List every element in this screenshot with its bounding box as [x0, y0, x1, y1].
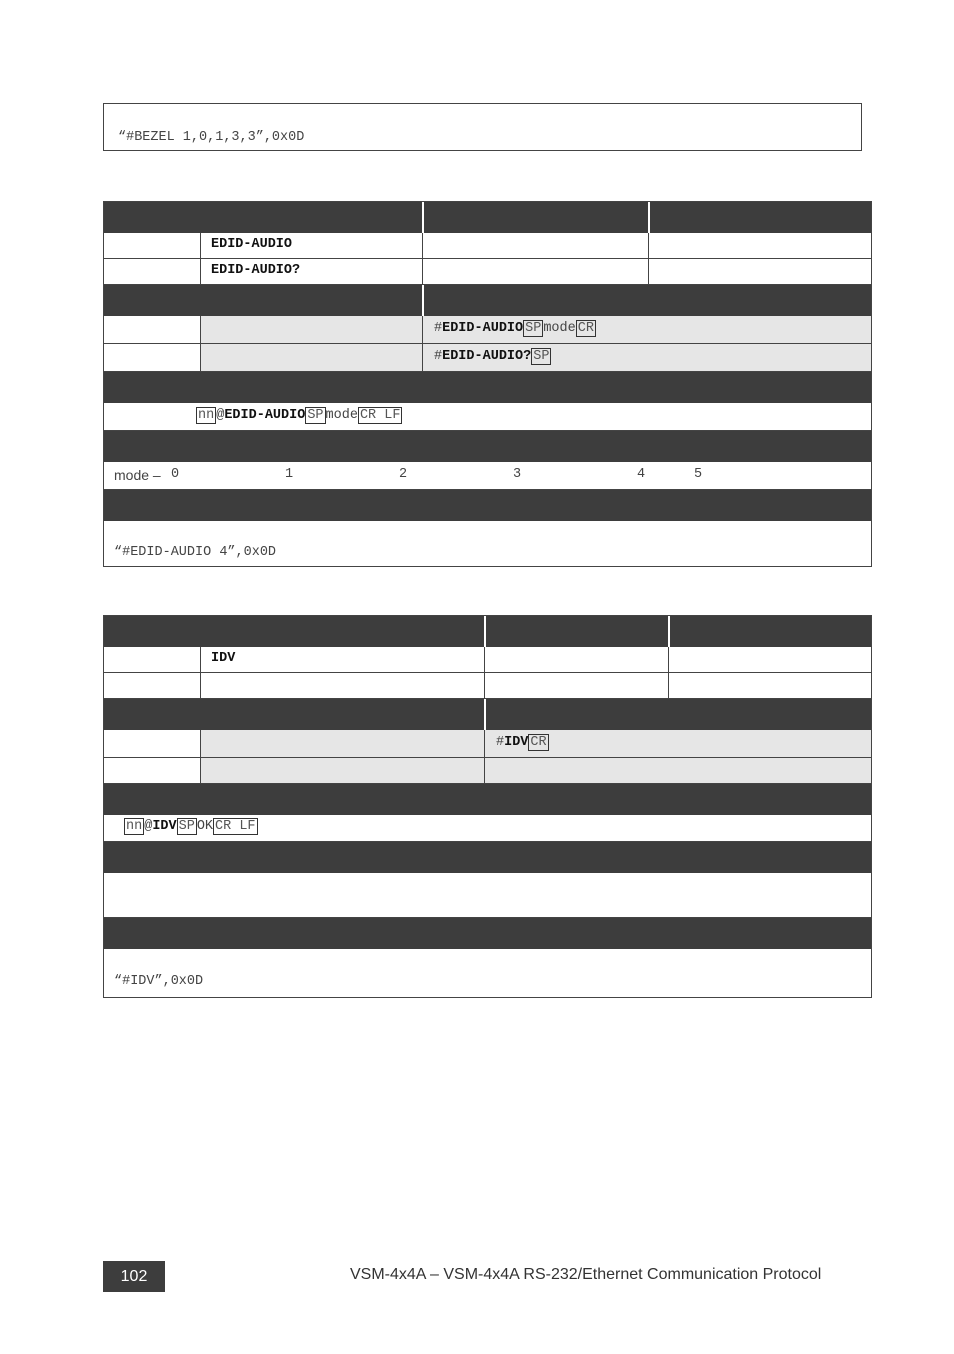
idv-response-row — [104, 815, 871, 842]
mode-value-4: 4 — [637, 467, 646, 482]
mode-value-2: 2 — [399, 467, 408, 482]
edid-audio-example-header — [104, 490, 871, 521]
edid-audio-params-row — [104, 462, 871, 490]
edid-audio-response-row — [104, 403, 871, 431]
edid-audio-get-row — [104, 259, 871, 285]
edid-audio-response-header — [104, 372, 871, 403]
edid-audio-response: nn @EDID-AUDIO SP mode CR LF — [198, 408, 401, 423]
footer-title: VSM-4x4A – VSM-4x4A RS-232/Ethernet Communication Protocol — [350, 1266, 822, 1283]
idv-response-header — [104, 784, 871, 815]
edid-audio-get-command: EDID-AUDIO? — [211, 263, 301, 278]
idv-params-row — [104, 873, 871, 918]
mode-value-0: 0 — [171, 467, 180, 482]
edid-audio-get-syntax: #EDID-AUDIO? SP — [434, 349, 550, 364]
idv-set-command: IDV — [211, 651, 236, 666]
edid-audio-get-syntax-row — [104, 344, 871, 372]
idv-table — [103, 615, 872, 998]
edid-audio-params-header — [104, 431, 871, 462]
mode-value-3: 3 — [513, 467, 522, 482]
edid-audio-set-row — [104, 233, 871, 259]
idv-example: “#IDV”,0x0D — [114, 974, 204, 989]
idv-example-row — [104, 949, 871, 997]
bezel-example-text: “#BEZEL 1,0,1,3,3”,0x0D — [118, 130, 305, 145]
idv-example-header — [104, 918, 871, 949]
idv-get-row — [104, 673, 871, 699]
mode-value-5: 5 — [694, 467, 703, 482]
idv-syntax-header — [104, 699, 871, 730]
edid-audio-set-syntax-row — [104, 316, 871, 344]
mode-value-1: 1 — [285, 467, 294, 482]
edid-audio-header-row — [104, 202, 871, 233]
edid-audio-example-row — [104, 521, 871, 566]
mode-param-label: mode – — [114, 467, 161, 483]
bezel-example-box — [103, 103, 862, 151]
idv-set-syntax-row — [104, 730, 871, 758]
idv-header-row — [104, 616, 871, 647]
idv-set-row — [104, 647, 871, 673]
idv-set-syntax: #IDV CR — [496, 735, 547, 750]
page-number: 102 — [103, 1261, 165, 1292]
edid-audio-table — [103, 201, 872, 567]
edid-audio-set-command: EDID-AUDIO — [211, 237, 293, 252]
edid-audio-example: “#EDID-AUDIO 4”,0x0D — [114, 545, 277, 560]
idv-get-syntax-row — [104, 758, 871, 784]
idv-response: nn @IDV SP OK CR LF — [126, 819, 256, 834]
edid-audio-syntax-header — [104, 285, 871, 316]
edid-audio-set-syntax: #EDID-AUDIO SP mode CR — [434, 321, 594, 336]
idv-params-header — [104, 842, 871, 873]
